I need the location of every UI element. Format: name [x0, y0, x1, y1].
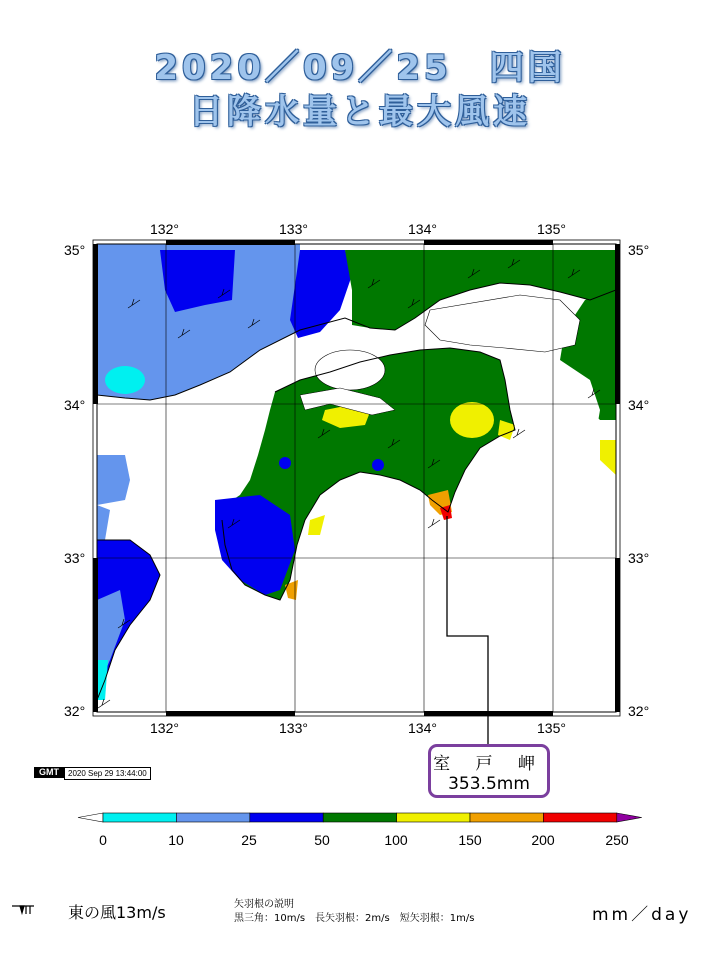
- title-date-region: 2020／09／25 四国: [154, 48, 566, 88]
- colorbar-segment-4: [397, 813, 470, 822]
- lon-tick-bottom-1: 132°: [150, 720, 179, 736]
- colorbar-tick-4: 100: [384, 832, 408, 848]
- lat-tick-left-2: 34°: [64, 397, 86, 413]
- unit-label: mm／day: [592, 905, 692, 925]
- colorbar-segment-5: [470, 813, 543, 822]
- colorbar-tick-1: 10: [168, 832, 184, 848]
- lat-tick-right-3: 33°: [628, 550, 650, 566]
- gmt-timestamp: 2020 Sep 29 13:44:00: [64, 767, 151, 780]
- colorbar-tick-3: 50: [314, 832, 330, 848]
- barb-explain-body: 黒三角：10m/s 長矢羽根：2m/s 短矢羽根：1m/s: [234, 913, 475, 924]
- lat-tick-right-4: 32°: [628, 703, 650, 719]
- barb-explain-title: 矢羽根の説明: [234, 899, 294, 910]
- lat-tick-right-2: 34°: [628, 397, 650, 413]
- lon-tick-bottom-4: 135°: [537, 720, 566, 736]
- colorbar-segment-0: [103, 813, 176, 822]
- colorbar-tick-0: 0: [99, 832, 107, 848]
- lon-tick-top-3: 134°: [408, 221, 437, 237]
- lat-tick-left-3: 33°: [64, 550, 86, 566]
- lon-tick-top-1: 132°: [150, 221, 179, 237]
- title-subtitle: 日降水量と最大風速: [189, 92, 531, 132]
- wind-example-label: 東の風13m/s: [68, 903, 166, 922]
- colorbar-segment-3: [323, 813, 396, 822]
- station-name: 室 戸 岬: [433, 754, 545, 774]
- gmt-logo: GMT: [34, 767, 64, 778]
- colorbar-tick-2: 25: [241, 832, 257, 848]
- station-value: 353.5mm: [448, 774, 530, 794]
- station-callout: [428, 744, 550, 798]
- colorbar-over-arrow: [617, 813, 642, 822]
- lon-tick-bottom-2: 133°: [279, 720, 308, 736]
- colorbar: [78, 813, 642, 822]
- lon-tick-bottom-3: 134°: [408, 720, 437, 736]
- colorbar-tick-6: 200: [531, 832, 555, 848]
- wind-legend-icon: [12, 906, 34, 914]
- lon-tick-top-2: 133°: [279, 221, 308, 237]
- colorbar-segment-2: [250, 813, 323, 822]
- colorbar-tick-5: 150: [458, 832, 482, 848]
- lat-tick-left-4: 32°: [64, 703, 86, 719]
- colorbar-segment-1: [176, 813, 249, 822]
- lat-tick-right-1: 35°: [628, 242, 650, 258]
- colorbar-segment-6: [543, 813, 616, 822]
- lon-tick-top-4: 135°: [537, 221, 566, 237]
- lat-tick-left-1: 35°: [64, 242, 86, 258]
- colorbar-tick-7: 250: [605, 832, 629, 848]
- colorbar-under-arrow: [78, 813, 103, 822]
